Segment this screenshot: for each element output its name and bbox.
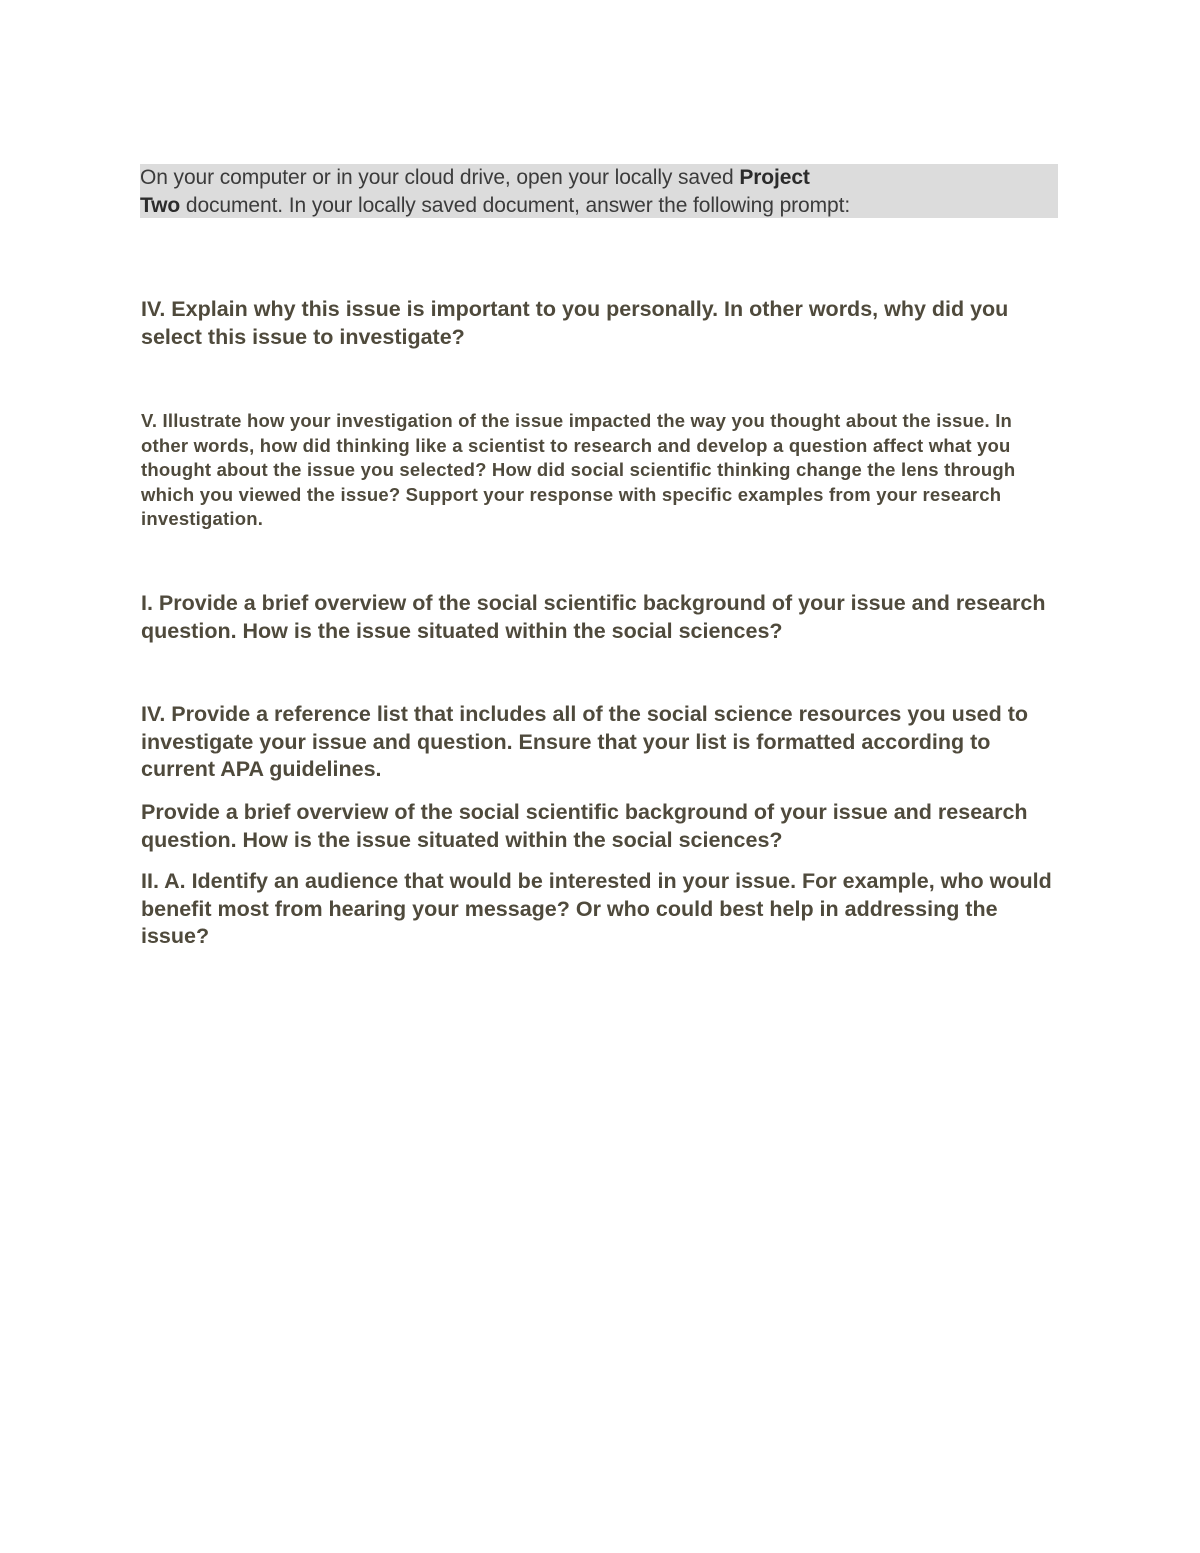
- prompt-iv-reference-list: IV. Provide a reference list that includes all of the social science resources you used to investigate your issue and question. Ensure that your list is formatted according to current APA guidelines.: [141, 702, 1029, 781]
- prompt-v-investigation-impact: V. Illustrate how your investigation of the issue impacted the way you thought about the issue. In other words, how did thinking like a scientist to research and develop a question affect what you thought about the issue you selected? How did social scientific thinking change the lens through which you viewed the issue? Support your response with specific examples from your research investigation.: [141, 410, 1016, 530]
- intro-text-part1: On your computer or in your cloud drive, open your locally saved: [140, 166, 740, 189]
- prompt-i-overview: I. Provide a brief overview of the social scientific background of your issue and research question. How is the issue situated within the social sciences?: [141, 591, 1046, 643]
- prompt-overview-repeat: Provide a brief overview of the social scientific background of your issue and research question. How is the issue situated within the social sciences?: [141, 800, 1028, 852]
- intro-bold-two: Two: [140, 194, 181, 217]
- intro-instruction-highlighted: [140, 164, 1058, 218]
- prompt-iv-importance: IV. Explain why this issue is important to you personally. In other words, why did you select this issue to investigate?: [141, 297, 1009, 349]
- intro-text-part2: document. In your locally saved document, answer the following prompt:: [180, 194, 851, 217]
- intro-bold-project: Project: [739, 166, 810, 189]
- prompt-ii-a-audience: II. A. Identify an audience that would be interested in your issue. For example, who would benefit most from hearing your message? Or who could best help in addressing the issue?: [141, 869, 1052, 948]
